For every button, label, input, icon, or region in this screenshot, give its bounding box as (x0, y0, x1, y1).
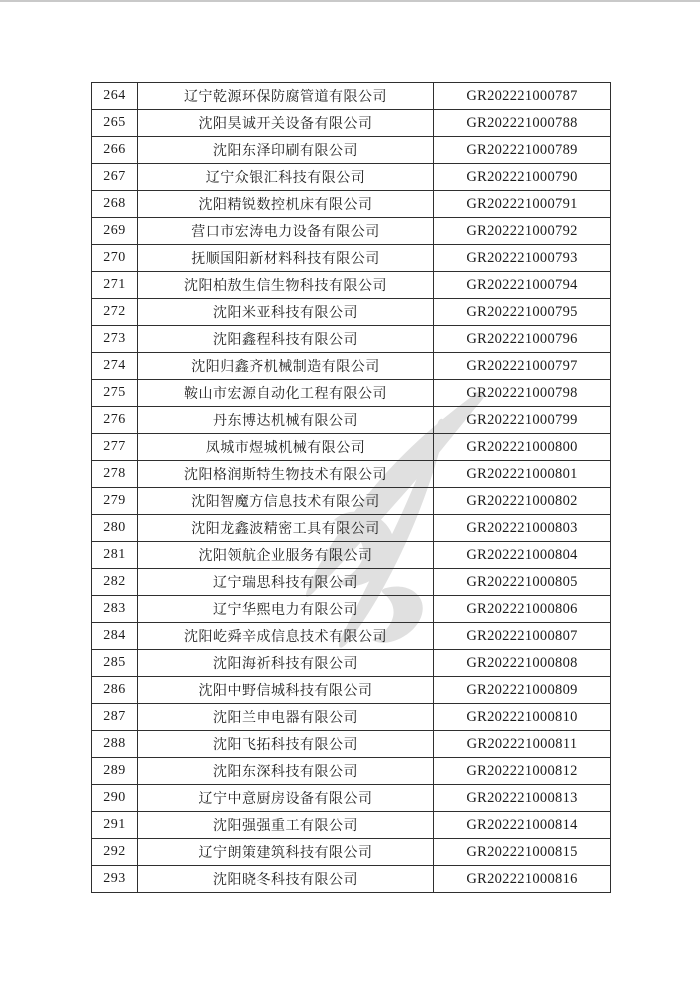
row-number-cell: 268 (92, 191, 138, 218)
certificate-code-cell: GR202221000805 (434, 569, 611, 596)
company-name-cell: 沈阳晓冬科技有限公司 (138, 866, 434, 893)
company-name-cell: 沈阳智魔方信息技术有限公司 (138, 488, 434, 515)
company-name-cell: 辽宁华熙电力有限公司 (138, 596, 434, 623)
row-number-cell: 274 (92, 353, 138, 380)
row-number-cell: 285 (92, 650, 138, 677)
row-number-cell: 281 (92, 542, 138, 569)
table-row (92, 488, 611, 515)
row-number-cell: 277 (92, 434, 138, 461)
company-name-cell: 抚顺国阳新材料科技有限公司 (138, 245, 434, 272)
company-name-cell: 沈阳东泽印刷有限公司 (138, 137, 434, 164)
row-number-cell: 283 (92, 596, 138, 623)
table-row (92, 272, 611, 299)
certificate-code-cell: GR202221000789 (434, 137, 611, 164)
table-row (92, 542, 611, 569)
row-number-cell: 273 (92, 326, 138, 353)
table-row (92, 137, 611, 164)
certificate-code-cell: GR202221000798 (434, 380, 611, 407)
row-number-cell: 289 (92, 758, 138, 785)
row-number-cell: 291 (92, 812, 138, 839)
company-name-cell: 丹东博达机械有限公司 (138, 407, 434, 434)
certificate-code-cell: GR202221000787 (434, 83, 611, 110)
table-row (92, 731, 611, 758)
company-name-cell: 沈阳东深科技有限公司 (138, 758, 434, 785)
row-number-cell: 269 (92, 218, 138, 245)
company-name-cell: 沈阳精锐数控机床有限公司 (138, 191, 434, 218)
row-number-cell: 284 (92, 623, 138, 650)
certification-table (91, 82, 611, 893)
row-number-cell: 287 (92, 704, 138, 731)
table-row (92, 461, 611, 488)
table-row (92, 218, 611, 245)
table-row (92, 353, 611, 380)
table-row (92, 704, 611, 731)
certification-table-body (92, 83, 611, 893)
company-name-cell: 沈阳强强重工有限公司 (138, 812, 434, 839)
certificate-code-cell: GR202221000815 (434, 839, 611, 866)
table-row (92, 515, 611, 542)
certificate-code-cell: GR202221000809 (434, 677, 611, 704)
table-row (92, 812, 611, 839)
company-name-cell: 沈阳鑫程科技有限公司 (138, 326, 434, 353)
company-name-cell: 沈阳龙鑫波精密工具有限公司 (138, 515, 434, 542)
row-number-cell: 275 (92, 380, 138, 407)
certificate-code-cell: GR202221000791 (434, 191, 611, 218)
table-row (92, 326, 611, 353)
table-row (92, 650, 611, 677)
row-number-cell: 288 (92, 731, 138, 758)
certificate-code-cell: GR202221000793 (434, 245, 611, 272)
table-row (92, 839, 611, 866)
company-name-cell: 辽宁瑞思科技有限公司 (138, 569, 434, 596)
row-number-cell: 286 (92, 677, 138, 704)
company-name-cell: 辽宁众银汇科技有限公司 (138, 164, 434, 191)
company-name-cell: 辽宁中意厨房设备有限公司 (138, 785, 434, 812)
company-name-cell: 鞍山市宏源自动化工程有限公司 (138, 380, 434, 407)
company-name-cell: 沈阳昊诚开关设备有限公司 (138, 110, 434, 137)
table-row (92, 785, 611, 812)
row-number-cell: 290 (92, 785, 138, 812)
table-row (92, 380, 611, 407)
certificate-code-cell: GR202221000799 (434, 407, 611, 434)
certificate-code-cell: GR202221000804 (434, 542, 611, 569)
table-row (92, 164, 611, 191)
table-row (92, 299, 611, 326)
certificate-code-cell: GR202221000797 (434, 353, 611, 380)
certificate-code-cell: GR202221000802 (434, 488, 611, 515)
certificate-code-cell: GR202221000794 (434, 272, 611, 299)
row-number-cell: 278 (92, 461, 138, 488)
row-number-cell: 270 (92, 245, 138, 272)
company-name-cell: 沈阳屹舜辛成信息技术有限公司 (138, 623, 434, 650)
row-number-cell: 264 (92, 83, 138, 110)
certificate-code-cell: GR202221000800 (434, 434, 611, 461)
row-number-cell: 276 (92, 407, 138, 434)
company-name-cell: 沈阳领航企业服务有限公司 (138, 542, 434, 569)
company-name-cell: 沈阳柏敖生信生物科技有限公司 (138, 272, 434, 299)
table-row (92, 407, 611, 434)
company-name-cell: 辽宁乾源环保防腐管道有限公司 (138, 83, 434, 110)
certificate-code-cell: GR202221000808 (434, 650, 611, 677)
row-number-cell: 282 (92, 569, 138, 596)
table-row (92, 83, 611, 110)
table-row (92, 569, 611, 596)
row-number-cell: 271 (92, 272, 138, 299)
row-number-cell: 279 (92, 488, 138, 515)
certificate-code-cell: GR202221000790 (434, 164, 611, 191)
row-number-cell: 265 (92, 110, 138, 137)
table-row (92, 596, 611, 623)
table-row (92, 677, 611, 704)
table-row (92, 623, 611, 650)
certificate-code-cell: GR202221000801 (434, 461, 611, 488)
row-number-cell: 292 (92, 839, 138, 866)
row-number-cell: 267 (92, 164, 138, 191)
table-row (92, 191, 611, 218)
company-name-cell: 沈阳飞拓科技有限公司 (138, 731, 434, 758)
certificate-code-cell: GR202221000816 (434, 866, 611, 893)
certificate-code-cell: GR202221000795 (434, 299, 611, 326)
certificate-code-cell: GR202221000792 (434, 218, 611, 245)
certificate-code-cell: GR202221000806 (434, 596, 611, 623)
company-name-cell: 沈阳归鑫齐机械制造有限公司 (138, 353, 434, 380)
row-number-cell: 280 (92, 515, 138, 542)
company-name-cell: 沈阳海祈科技有限公司 (138, 650, 434, 677)
certificate-code-cell: GR202221000796 (434, 326, 611, 353)
company-name-cell: 沈阳中野信城科技有限公司 (138, 677, 434, 704)
table-row (92, 758, 611, 785)
certificate-code-cell: GR202221000814 (434, 812, 611, 839)
table-row (92, 434, 611, 461)
row-number-cell: 293 (92, 866, 138, 893)
row-number-cell: 266 (92, 137, 138, 164)
certificate-code-cell: GR202221000788 (434, 110, 611, 137)
page-top-rule (0, 0, 700, 2)
certificate-code-cell: GR202221000813 (434, 785, 611, 812)
company-name-cell: 凤城市煜城机械有限公司 (138, 434, 434, 461)
company-name-cell: 沈阳兰申电器有限公司 (138, 704, 434, 731)
certificate-code-cell: GR202221000810 (434, 704, 611, 731)
company-name-cell: 营口市宏涛电力设备有限公司 (138, 218, 434, 245)
table-row (92, 245, 611, 272)
certificate-code-cell: GR202221000807 (434, 623, 611, 650)
certificate-code-cell: GR202221000812 (434, 758, 611, 785)
table-row (92, 866, 611, 893)
table-row (92, 110, 611, 137)
certificate-code-cell: GR202221000811 (434, 731, 611, 758)
company-name-cell: 沈阳格润斯特生物技术有限公司 (138, 461, 434, 488)
row-number-cell: 272 (92, 299, 138, 326)
certificate-code-cell: GR202221000803 (434, 515, 611, 542)
company-name-cell: 沈阳米亚科技有限公司 (138, 299, 434, 326)
company-name-cell: 辽宁朗策建筑科技有限公司 (138, 839, 434, 866)
